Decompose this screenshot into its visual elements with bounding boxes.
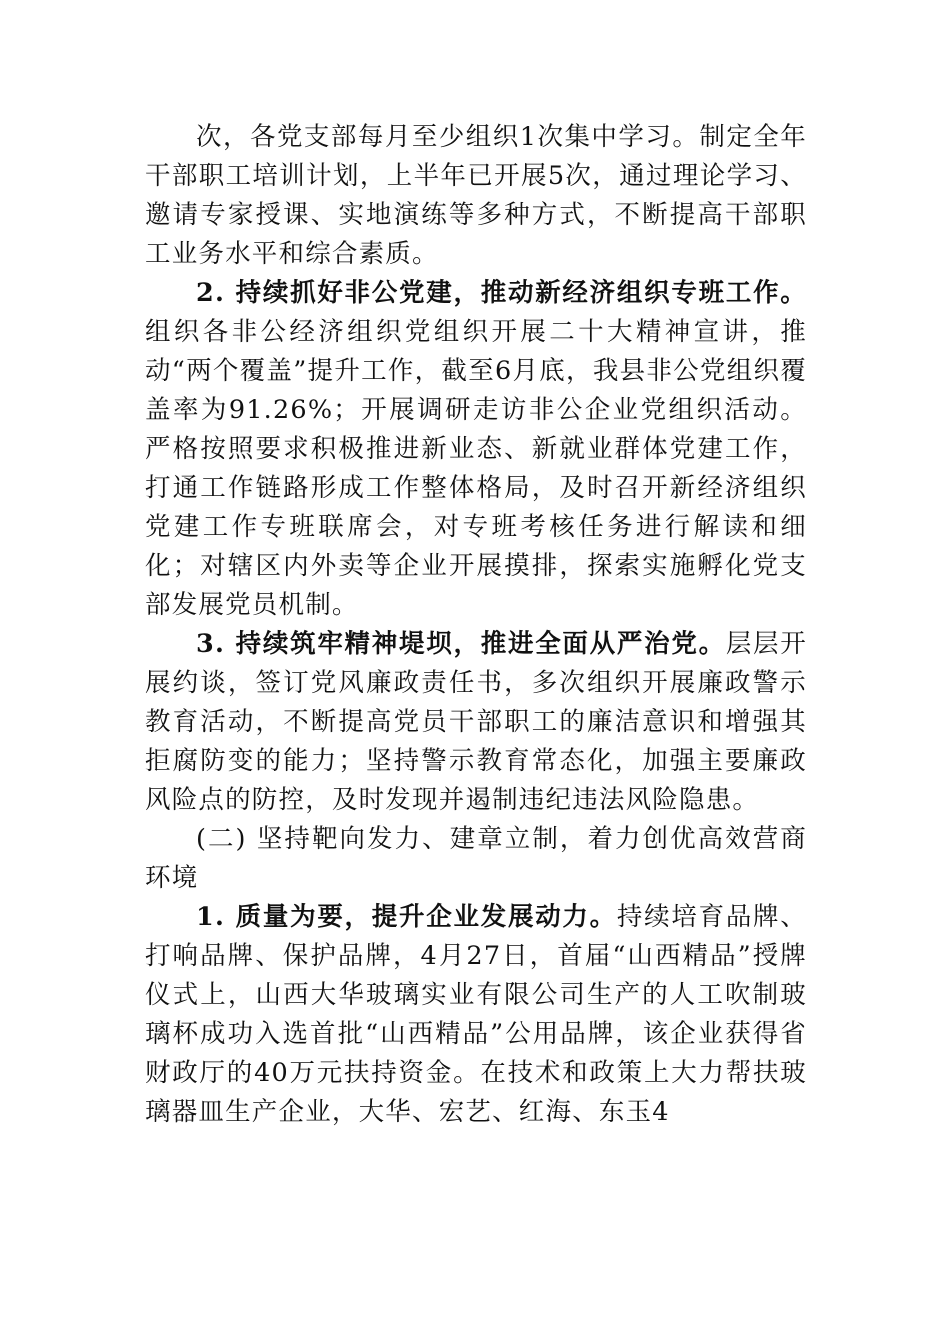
paragraph-heading: 1. 质量为要，提升企业发展动力。 (196, 902, 617, 932)
section-heading-text: (二) 坚持靶向发力、建章立制，着力创优高效营商环境 (145, 824, 807, 893)
document-body (145, 118, 807, 1132)
paragraph-discipline (145, 625, 807, 820)
section-heading-business-environment (145, 820, 807, 898)
paragraph-heading: 2. 持续抓好非公党建，推动新经济组织专班工作。 (196, 278, 807, 308)
paragraph-study-plan (145, 118, 807, 274)
paragraph-text: 层层开展约谈，签订党风廉政责任书，多次组织开展廉政警示教育活动，不断提高党员干部职工的廉洁意识和增强其拒腐防变的能力；坚持警示教育常态化，加强主要廉政风险点的防控，及时发现并遏制违纪违法风险隐患。 (145, 629, 807, 815)
paragraph-heading: 3. 持续筑牢精神堤坝，推进全面从严治党。 (196, 629, 726, 659)
paragraph-nonpublic-party-building (145, 274, 807, 625)
paragraph-quality-brand (145, 898, 807, 1132)
paragraph-text: 次，各党支部每月至少组织1次集中学习。制定全年干部职工培训计划，上半年已开展5次，通过理论学习、邀请专家授课、实地演练等多种方式，不断提高干部职工业务水平和综合素质。 (145, 122, 807, 269)
paragraph-text: 组织各非公经济组织党组织开展二十大精神宣讲，推动“两个覆盖”提升工作，截至6月底，我县非公党组织覆盖率为91.26%；开展调研走访非公企业党组织活动。严格按照要求积极推进新业态、新就业群体党建工作，打通工作链路形成工作整体格局，及时召开新经济组织党建工作专班联席会，对专班考核任务进行解读和细化；对辖区内外卖等企业开展摸排，探索实施孵化党支部发展党员机制。 (145, 317, 807, 620)
paragraph-text: 持续培育品牌、打响品牌、保护品牌，4月27日，首届“山西精品”授牌仪式上，山西大华玻璃实业有限公司生产的人工吹制玻璃杯成功入选首批“山西精品”公用品牌，该企业获得省财政厅的40万元扶持资金。在技术和政策上大力帮扶玻璃器皿生产企业，大华、宏艺、红海、东玉4 (145, 902, 807, 1127)
